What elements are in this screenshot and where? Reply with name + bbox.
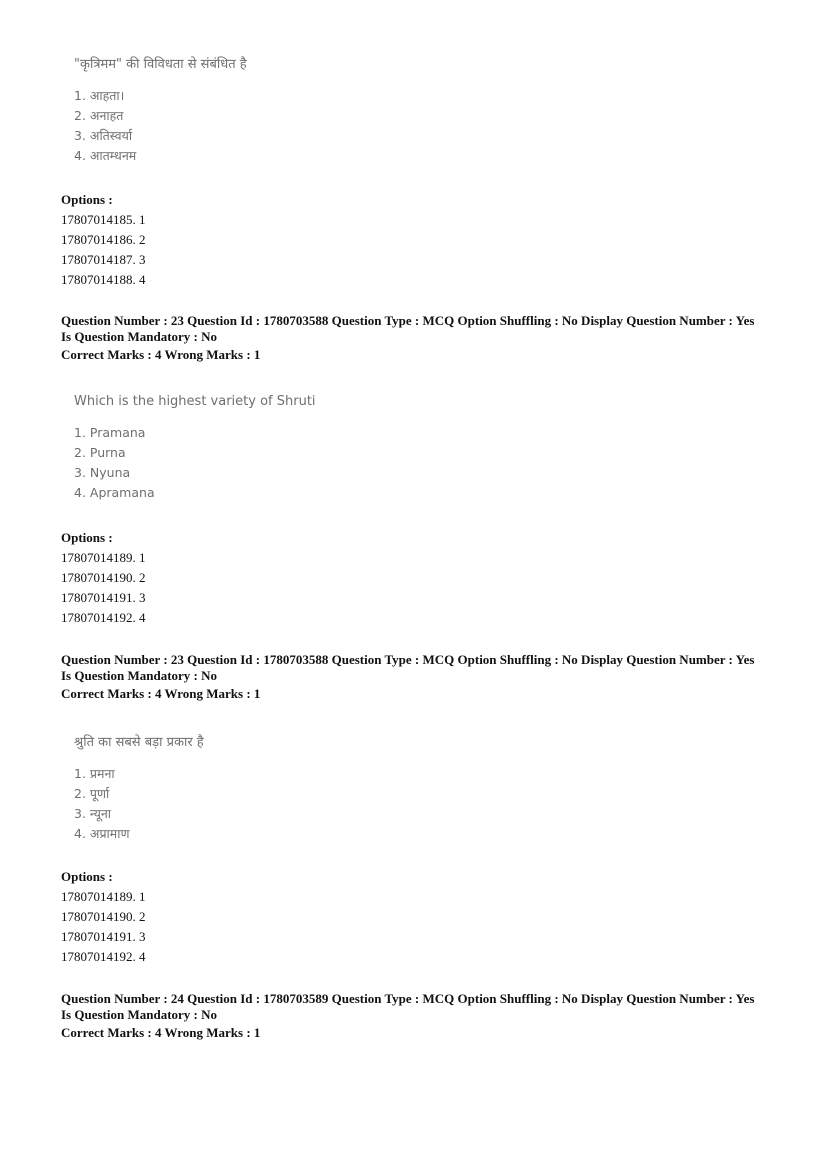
options-label: Options :: [61, 869, 113, 884]
question-meta: [61, 991, 781, 1041]
options-label: Options :: [61, 530, 113, 545]
question-mandatory: Is Question Mandatory : No: [61, 668, 218, 683]
option-row: 17807014188. 4: [61, 272, 146, 287]
question-image: [74, 394, 316, 503]
choice-item: 2. Purna: [74, 445, 126, 460]
choice-item: 1. आहता।: [74, 88, 125, 103]
question-marks: Correct Marks : 4 Wrong Marks : 1: [61, 1025, 261, 1040]
choice-list: [74, 423, 316, 503]
question-image: [74, 732, 204, 844]
question-meta-line: Question Number : 23 Question Id : 1780703588 Question Type : MCQ Option Shuffling : No Display Question Number : Yes: [61, 313, 755, 328]
question-meta: [61, 652, 781, 702]
choice-item: 4. आतम्धनम: [74, 148, 137, 163]
option-row: 17807014186. 2: [61, 232, 146, 247]
question-text: "कृत्रिमम" की विविधता से संबंधित है: [74, 57, 247, 72]
options-list: [61, 190, 146, 290]
choice-list: [74, 86, 247, 166]
option-row: 17807014189. 1: [61, 889, 146, 904]
choice-item: 3. न्यूना: [74, 806, 112, 821]
option-row: 17807014189. 1: [61, 550, 146, 565]
choice-item: 2. पूर्णा: [74, 786, 110, 801]
question-marks: Correct Marks : 4 Wrong Marks : 1: [61, 347, 261, 362]
options-list: [61, 867, 146, 967]
option-row: 17807014190. 2: [61, 570, 146, 585]
options-list: [61, 528, 146, 628]
choice-item: 3. अतिस्वर्या: [74, 128, 133, 143]
question-text: श्रुति का सबसे बड़ा प्रकार है: [74, 735, 204, 750]
choice-item: 1. Pramana: [74, 425, 146, 440]
option-row: 17807014192. 4: [61, 610, 146, 625]
option-row: 17807014191. 3: [61, 929, 146, 944]
question-meta: [61, 313, 781, 363]
question-mandatory: Is Question Mandatory : No: [61, 329, 218, 344]
choice-item: 4. Apramana: [74, 485, 155, 500]
options-label: Options :: [61, 192, 113, 207]
question-marks: Correct Marks : 4 Wrong Marks : 1: [61, 686, 261, 701]
option-row: 17807014187. 3: [61, 252, 146, 267]
choice-item: 2. अनाहत: [74, 108, 124, 123]
option-row: 17807014185. 1: [61, 212, 146, 227]
question-mandatory: Is Question Mandatory : No: [61, 1007, 218, 1022]
question-text: Which is the highest variety of Shruti: [74, 394, 316, 409]
option-row: 17807014192. 4: [61, 949, 146, 964]
question-image: [74, 54, 247, 166]
question-meta-line: Question Number : 23 Question Id : 1780703588 Question Type : MCQ Option Shuffling : No Display Question Number : Yes: [61, 652, 755, 667]
question-meta-line: Question Number : 24 Question Id : 1780703589 Question Type : MCQ Option Shuffling : No Display Question Number : Yes: [61, 991, 755, 1006]
choice-item: 4. अप्रामाण: [74, 826, 130, 841]
choice-item: 3. Nyuna: [74, 465, 131, 480]
option-row: 17807014190. 2: [61, 909, 146, 924]
option-row: 17807014191. 3: [61, 590, 146, 605]
choice-list: [74, 764, 204, 844]
choice-item: 1. प्रमना: [74, 766, 115, 781]
